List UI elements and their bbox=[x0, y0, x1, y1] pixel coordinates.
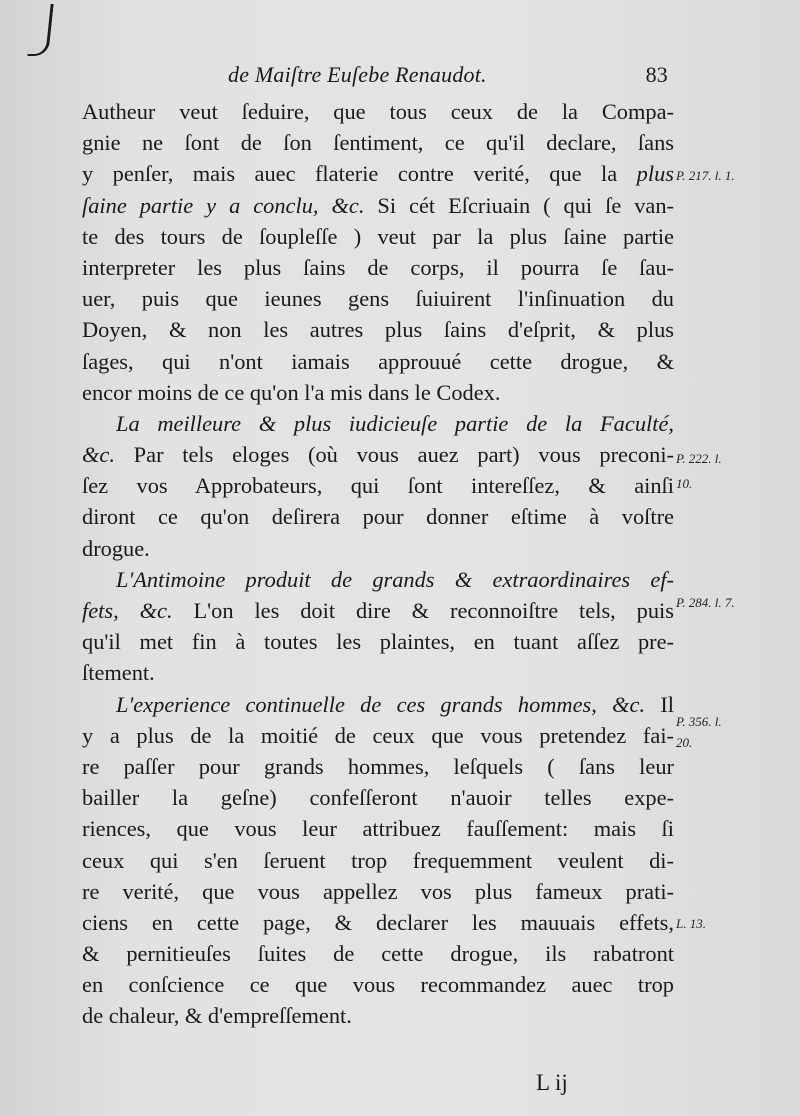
text-segment: re paſſer pour grands hommes, leſquels ( ſans leur bbox=[82, 753, 674, 779]
italic-quote: &c. bbox=[82, 442, 115, 468]
text-line bbox=[82, 346, 674, 377]
text-line bbox=[82, 782, 674, 813]
text-segment: riences, que vous leur attribuez fauſſement: mais ſi bbox=[82, 816, 674, 842]
italic-quote: L'Antimoine produit de grands & extraordinaires ef- bbox=[116, 566, 674, 592]
italic-quote: La meilleure & plus iudicieuſe partie de la Faculté, bbox=[116, 410, 674, 436]
text-line bbox=[82, 720, 674, 751]
text-segment: ſages, qui n'ont iamais approuué cette drogue, & bbox=[82, 348, 674, 374]
text-line bbox=[82, 408, 674, 439]
text-segment: Si cét Eſcriuain ( qui ſe van- bbox=[364, 192, 674, 218]
text-line bbox=[82, 470, 674, 501]
text-segment: Il bbox=[645, 691, 674, 717]
text-segment: gnie ne ſont de ſon ſentiment, ce qu'il declare, ſans bbox=[82, 130, 674, 156]
margin-note: P. 222. l. bbox=[676, 451, 722, 467]
text-line bbox=[82, 96, 674, 127]
page-number: 83 bbox=[645, 62, 668, 87]
text-segment: Doyen, & non les autres plus ſains d'eſprit, & plus bbox=[82, 317, 674, 343]
text-line bbox=[82, 845, 674, 876]
text-line bbox=[82, 938, 674, 969]
text-segment: encor moins de ce qu'on l'a mis dans le Codex. bbox=[82, 379, 501, 405]
text-segment: L'on les doit dire & reconnoiſtre tels, puis bbox=[172, 598, 674, 623]
text-segment: y penſer, mais auec flaterie contre verité, que la bbox=[82, 161, 637, 187]
text-segment: ſez vos Approbateurs, qui ſont intereſſez, & ainſi bbox=[82, 473, 674, 499]
text-line bbox=[82, 158, 674, 189]
italic-quote: fets, &c. bbox=[82, 598, 173, 623]
text-line bbox=[82, 221, 674, 252]
margin-note: P. 284. l. 7. bbox=[676, 594, 735, 610]
text-segment: en conſcience ce que vous recommandez auec trop bbox=[82, 972, 674, 998]
body-text bbox=[82, 96, 674, 1032]
text-segment: Autheur veut ſeduire, que tous ceux de la Compa- bbox=[82, 99, 674, 124]
text-line bbox=[82, 314, 674, 345]
text-line bbox=[82, 626, 674, 657]
text-line bbox=[82, 501, 674, 532]
text-segment: ceux qui s'en ſeruent trop frequemment veulent di- bbox=[82, 847, 674, 873]
text-line bbox=[82, 127, 674, 158]
text-line bbox=[82, 533, 674, 564]
running-header bbox=[228, 62, 668, 96]
italic-quote: ſaine partie y a conclu, &c. bbox=[82, 192, 365, 218]
text-segment: interpreter les plus ſains de corps, il pourra ſe ſau- bbox=[82, 254, 674, 280]
margin-note: 20. bbox=[676, 735, 693, 751]
corner-ink-mark bbox=[27, 4, 53, 56]
margin-note: P. 356. l. bbox=[676, 713, 722, 729]
text-line bbox=[82, 283, 674, 314]
text-line bbox=[82, 439, 674, 470]
text-line bbox=[82, 876, 674, 907]
text-segment: diront ce qu'on deſirera pour donner eſtime à voſtre bbox=[82, 504, 674, 530]
text-line bbox=[82, 689, 674, 720]
text-line bbox=[82, 969, 674, 1000]
text-line bbox=[82, 751, 674, 782]
text-segment: bailler la geſne) confeſſeront n'auoir telles expe- bbox=[82, 785, 674, 811]
text-line bbox=[82, 813, 674, 844]
text-segment: de chaleur, & d'empreſſement. bbox=[82, 1003, 352, 1029]
text-segment: ſtement. bbox=[82, 660, 155, 686]
text-line bbox=[82, 907, 674, 938]
italic-quote: L'experience continuelle de ces grands hommes, &c. bbox=[116, 691, 646, 717]
running-title: de Maiſtre Euſebe Renaudot. bbox=[228, 62, 487, 87]
italic-quote: plus bbox=[636, 161, 674, 187]
margin-note: P. 217. l. 1. bbox=[676, 167, 735, 183]
text-line bbox=[82, 252, 674, 283]
text-line bbox=[82, 595, 674, 626]
text-segment: drogue. bbox=[82, 535, 150, 561]
text-segment: y a plus de la moitié de ceux que vous pretendez fai- bbox=[82, 722, 674, 748]
text-line bbox=[82, 190, 674, 221]
text-line bbox=[82, 1000, 674, 1031]
text-segment: qu'il met fin à toutes les plaintes, en tuant aſſez pre- bbox=[82, 629, 674, 655]
text-segment: uer, puis que ieunes gens ſuiuirent l'inſinuation du bbox=[82, 286, 674, 312]
text-line bbox=[82, 657, 674, 688]
text-segment: & pernitieuſes ſuites de cette drogue, ils rabatront bbox=[82, 941, 674, 967]
text-segment: re verité, que vous appellez vos plus fameux prati- bbox=[82, 878, 674, 904]
catchword: L ij bbox=[536, 1070, 568, 1095]
text-segment: ciens en cette page, & declarer les mauuais effets, bbox=[82, 909, 674, 935]
text-line bbox=[82, 377, 674, 408]
text-line bbox=[82, 564, 674, 595]
text-segment: te des tours de ſoupleſſe ) veut par la plus ſaine partie bbox=[82, 223, 674, 249]
margin-note: L. 13. bbox=[676, 916, 706, 932]
text-segment: Par tels eloges (où vous auez part) vous preconi- bbox=[114, 442, 674, 468]
margin-note: 10. bbox=[676, 476, 693, 492]
